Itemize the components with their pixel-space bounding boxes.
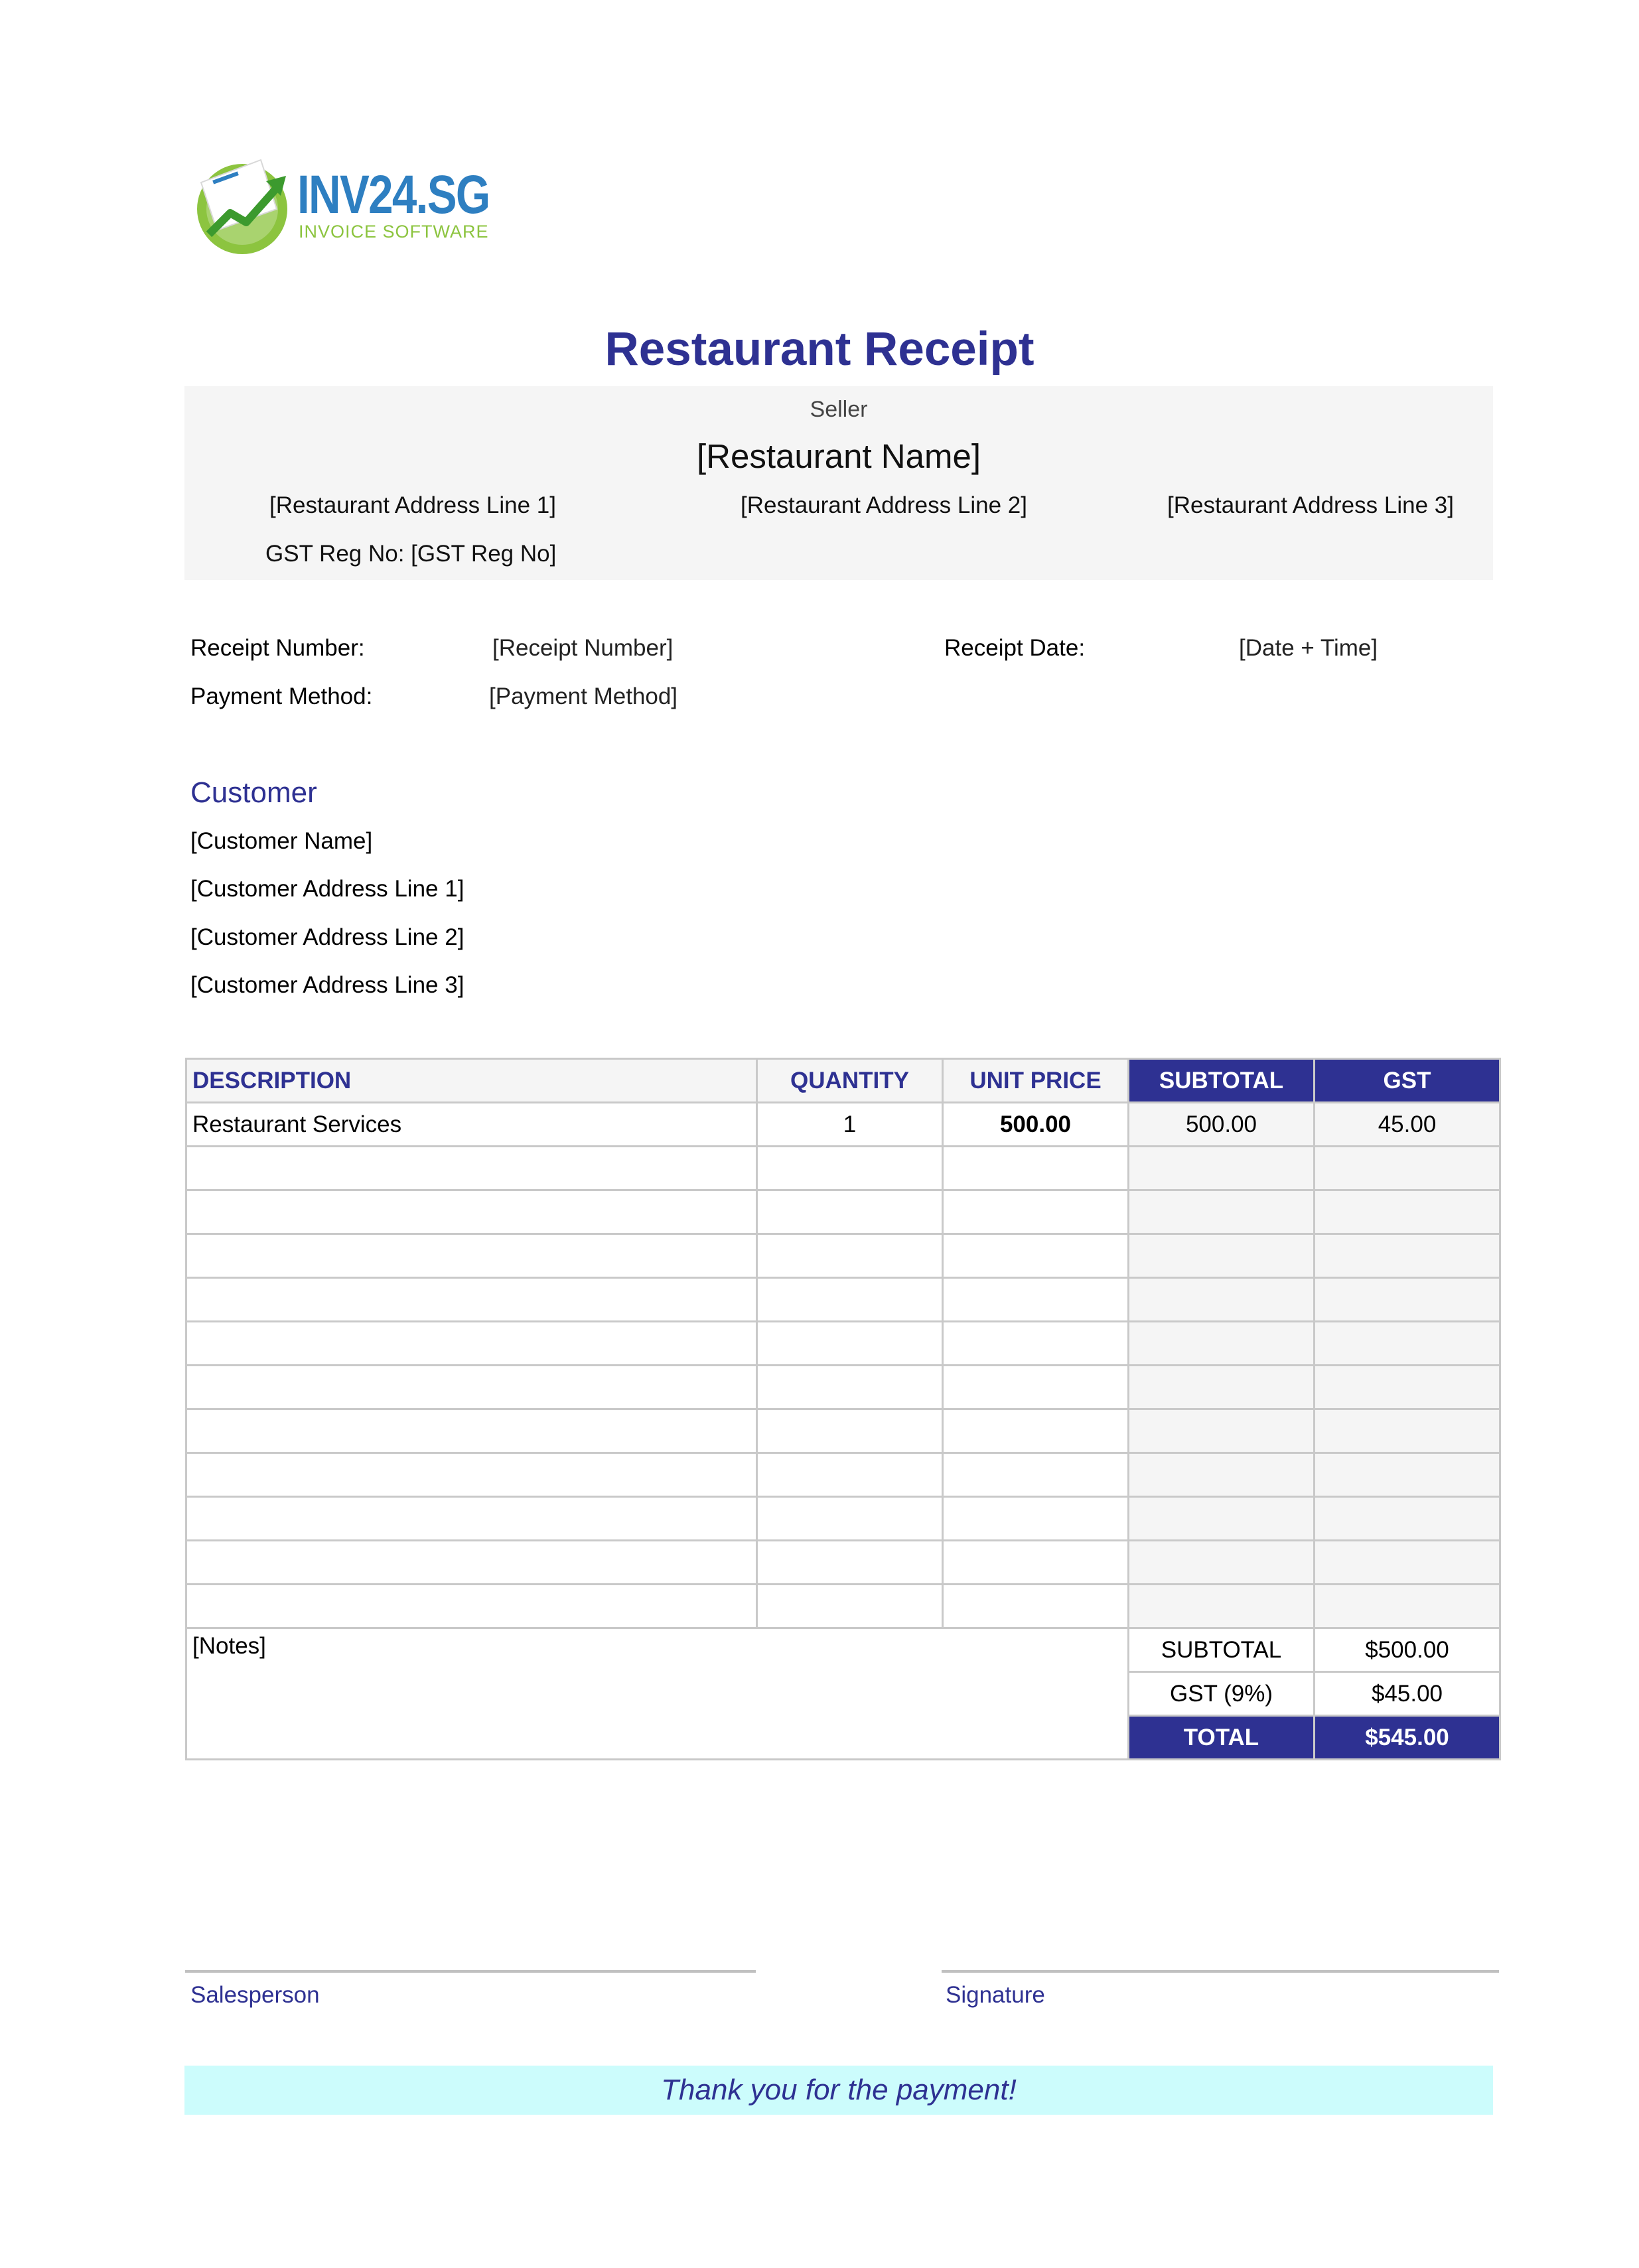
seller-address-line-1: [Restaurant Address Line 1] (269, 492, 556, 518)
seller-address-line-2: [Restaurant Address Line 2] (741, 492, 1027, 518)
receipt-date-value: [Date + Time] (1239, 635, 1378, 661)
totals-gst-value: $45.00 (1315, 1672, 1500, 1716)
salesperson-label: Salesperson (190, 1982, 320, 2008)
row-unit-price: 500.00 (943, 1103, 1129, 1147)
empty-cell (1129, 1497, 1315, 1541)
table-row (186, 1103, 1500, 1147)
table-row-empty (186, 1234, 1500, 1278)
empty-cell (757, 1453, 943, 1497)
empty-cell (1315, 1585, 1500, 1628)
totals-total-label: TOTAL (1129, 1716, 1315, 1760)
table-header-row (186, 1059, 1500, 1103)
empty-cell (186, 1366, 757, 1409)
empty-cell (1315, 1234, 1500, 1278)
empty-cell (757, 1497, 943, 1541)
empty-cell (757, 1190, 943, 1234)
empty-cell (757, 1147, 943, 1190)
empty-cell (186, 1322, 757, 1366)
empty-cell (757, 1409, 943, 1453)
seller-gst-reg: GST Reg No: [GST Reg No] (265, 541, 557, 567)
empty-cell (1315, 1453, 1500, 1497)
table-row-empty (186, 1278, 1500, 1322)
customer-heading: Customer (190, 776, 317, 809)
row-description: Restaurant Services (186, 1103, 757, 1147)
empty-cell (757, 1541, 943, 1585)
empty-cell (1129, 1453, 1315, 1497)
empty-cell (186, 1409, 757, 1453)
empty-cell (1315, 1278, 1500, 1322)
empty-cell (943, 1190, 1129, 1234)
empty-cell (943, 1278, 1129, 1322)
totals-subtotal-value: $500.00 (1315, 1628, 1500, 1672)
empty-cell (1129, 1190, 1315, 1234)
empty-cell (757, 1322, 943, 1366)
empty-cell (943, 1453, 1129, 1497)
empty-cell (1315, 1409, 1500, 1453)
table-row-empty (186, 1497, 1500, 1541)
signature-label: Signature (946, 1982, 1045, 2008)
items-table (185, 1058, 1501, 1760)
empty-cell (943, 1366, 1129, 1409)
logo-mark-icon (189, 156, 295, 255)
thank-you-banner: Thank you for the payment! (184, 2066, 1493, 2115)
header-quantity: QUANTITY (757, 1059, 943, 1103)
totals-subtotal-label: SUBTOTAL (1129, 1628, 1315, 1672)
empty-cell (1129, 1278, 1315, 1322)
empty-cell (943, 1322, 1129, 1366)
customer-name: [Customer Name] (190, 828, 373, 854)
header-unit-price: UNIT PRICE (943, 1059, 1129, 1103)
empty-cell (186, 1190, 757, 1234)
table-row-empty (186, 1585, 1500, 1628)
empty-cell (186, 1147, 757, 1190)
payment-method-label: Payment Method: (190, 683, 373, 709)
empty-cell (1129, 1541, 1315, 1585)
empty-cell (1129, 1366, 1315, 1409)
empty-cell (943, 1497, 1129, 1541)
header-gst: GST (1315, 1059, 1500, 1103)
payment-method-value: [Payment Method] (489, 683, 678, 709)
header-subtotal: SUBTOTAL (1129, 1059, 1315, 1103)
totals-subtotal-row (186, 1628, 1500, 1672)
empty-cell (1129, 1322, 1315, 1366)
seller-name: [Restaurant Name] (696, 437, 981, 475)
empty-cell (186, 1453, 757, 1497)
header-description: DESCRIPTION (186, 1059, 757, 1103)
empty-cell (1129, 1585, 1315, 1628)
empty-cell (186, 1497, 757, 1541)
empty-cell (757, 1278, 943, 1322)
customer-address-line-2: [Customer Address Line 2] (190, 924, 464, 950)
logo-tagline: INVOICE SOFTWARE (299, 222, 489, 242)
empty-cell (186, 1585, 757, 1628)
row-gst: 45.00 (1315, 1103, 1500, 1147)
receipt-number-value: [Receipt Number] (492, 635, 674, 661)
empty-cell (757, 1585, 943, 1628)
seller-label: Seller (810, 397, 868, 422)
table-row-empty (186, 1366, 1500, 1409)
table-row-empty (186, 1147, 1500, 1190)
row-subtotal: 500.00 (1129, 1103, 1315, 1147)
table-row-empty (186, 1190, 1500, 1234)
empty-cell (1129, 1409, 1315, 1453)
empty-cell (1315, 1541, 1500, 1585)
customer-address-line-1: [Customer Address Line 1] (190, 876, 464, 902)
empty-cell (1315, 1497, 1500, 1541)
customer-address-line-3: [Customer Address Line 3] (190, 972, 464, 998)
empty-cell (1315, 1147, 1500, 1190)
company-logo (189, 156, 494, 255)
page-title: Restaurant Receipt (605, 323, 1034, 376)
table-row-empty (186, 1541, 1500, 1585)
notes-field[interactable]: [Notes] (186, 1628, 1129, 1760)
salesperson-line (185, 1970, 756, 1973)
logo-brand-text: INV24.SG (297, 165, 490, 225)
table-row-empty (186, 1322, 1500, 1366)
empty-cell (943, 1541, 1129, 1585)
empty-cell (943, 1585, 1129, 1628)
receipt-date-label: Receipt Date: (944, 635, 1086, 661)
empty-cell (1315, 1322, 1500, 1366)
empty-cell (943, 1234, 1129, 1278)
table-row-empty (186, 1409, 1500, 1453)
empty-cell (943, 1409, 1129, 1453)
signature-line (942, 1970, 1499, 1973)
totals-gst-label: GST (9%) (1129, 1672, 1315, 1716)
totals-total-value: $545.00 (1315, 1716, 1500, 1760)
empty-cell (186, 1278, 757, 1322)
empty-cell (757, 1366, 943, 1409)
empty-cell (757, 1234, 943, 1278)
empty-cell (943, 1147, 1129, 1190)
seller-address-line-3: [Restaurant Address Line 3] (1167, 492, 1454, 518)
empty-cell (1315, 1190, 1500, 1234)
receipt-number-label: Receipt Number: (190, 635, 365, 661)
empty-cell (1315, 1366, 1500, 1409)
row-quantity: 1 (757, 1103, 943, 1147)
table-row-empty (186, 1453, 1500, 1497)
empty-cell (186, 1234, 757, 1278)
empty-cell (1129, 1234, 1315, 1278)
empty-cell (1129, 1147, 1315, 1190)
empty-cell (186, 1541, 757, 1585)
